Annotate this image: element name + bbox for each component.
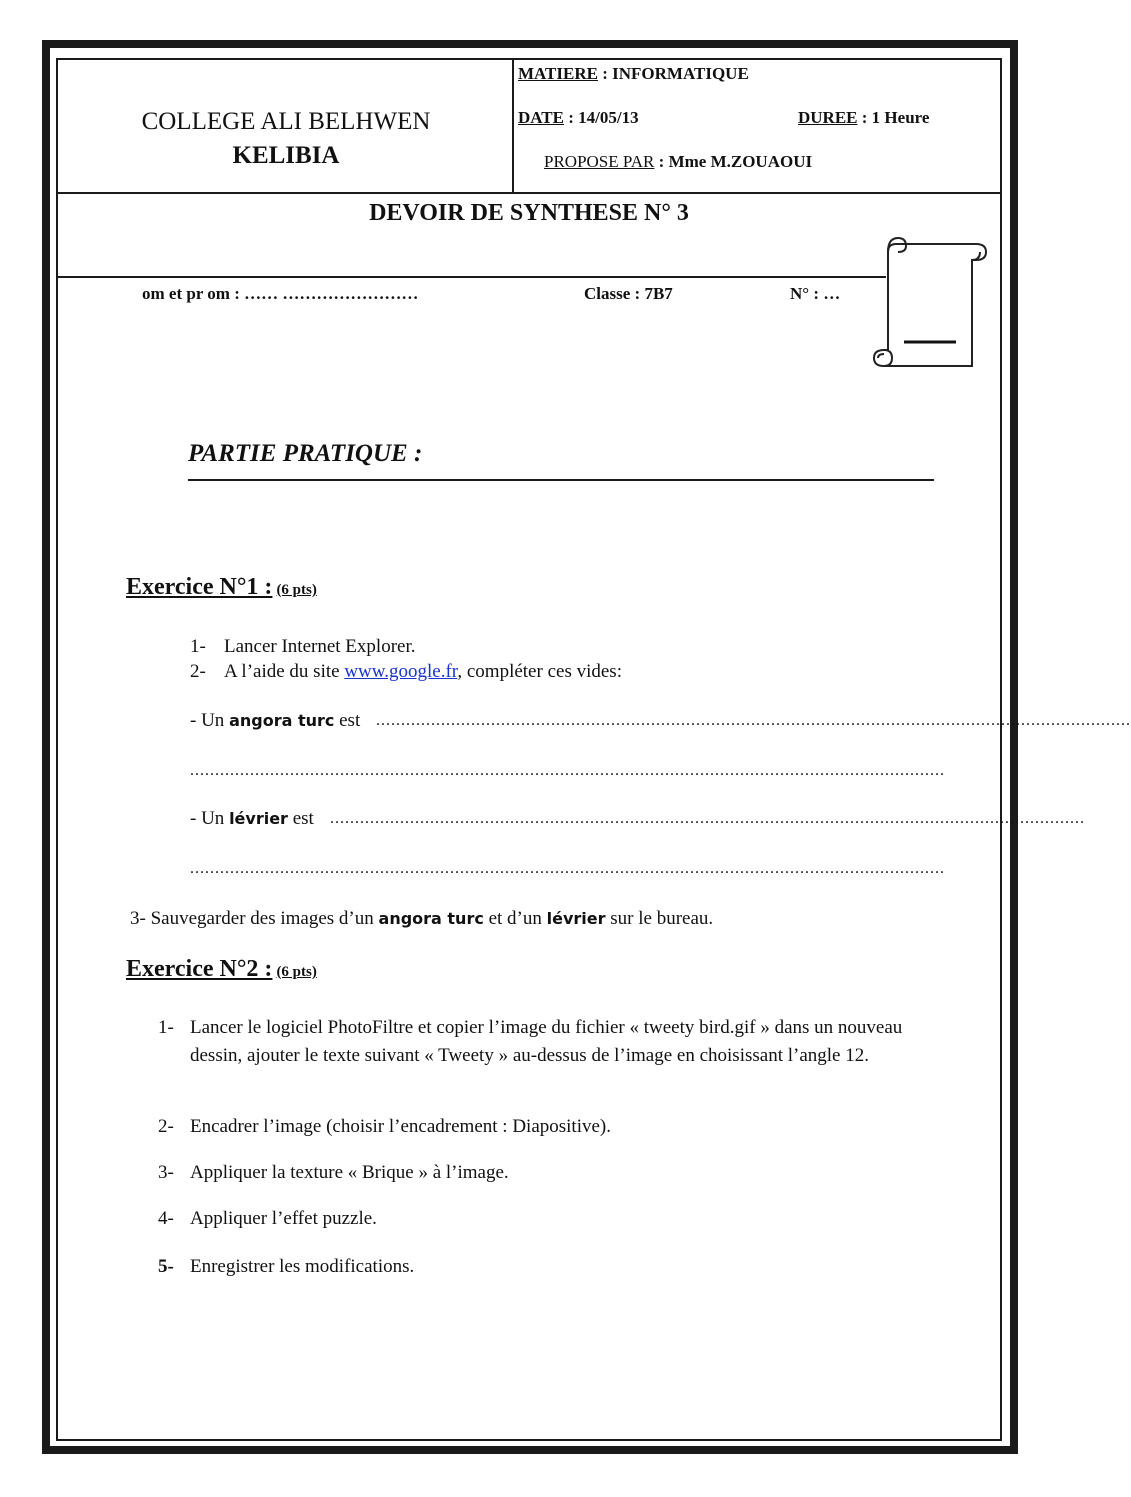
- exercise-2-points: (6 pts): [276, 964, 317, 980]
- answer-line-2b[interactable]: .......................................................................................................................................................: [190, 860, 945, 877]
- term-angora: angora turc: [229, 711, 335, 730]
- exercise-2-step-2: [158, 1116, 611, 1138]
- subject-value: : INFORMATIQUE: [597, 64, 749, 83]
- exercise-2-step-5: [158, 1256, 414, 1278]
- step-number: 2-: [190, 661, 206, 682]
- question-prefix: - Un: [190, 808, 230, 829]
- section-underline: [188, 479, 934, 481]
- exercise-1-heading: [126, 574, 317, 601]
- question-suffix: est: [334, 710, 361, 731]
- section-title: PARTIE PRATIQUE :: [188, 440, 423, 467]
- step-text: Encadrer l’image (choisir l’encadrement : Diapositive).: [190, 1116, 611, 1137]
- date-line: [518, 108, 639, 128]
- exam-title: DEVOIR DE SYNTHESE N° 3: [369, 200, 689, 226]
- step-number: 5-: [158, 1256, 174, 1277]
- term-levrier: lévrier: [546, 909, 606, 928]
- number-field: N° : …: [790, 284, 841, 303]
- exercise-1-points: (6 pts): [276, 582, 317, 598]
- exercise-2-title: Exercice N°2 :: [126, 956, 273, 982]
- exercise-1-step-3: [130, 908, 713, 930]
- school-city: KELIBIA: [232, 142, 340, 169]
- header-column-divider: [512, 58, 514, 194]
- step-text: Enregistrer les modifications.: [190, 1256, 415, 1277]
- author-line: [544, 152, 812, 172]
- step-text-before: A l’aide du site: [224, 661, 345, 682]
- step-number: 1-: [190, 636, 206, 657]
- page-border-inner: [56, 58, 1131, 1441]
- exercise-2-heading: [126, 956, 317, 983]
- exercise-2-step-1: [158, 1014, 928, 1070]
- step-text-after: , compléter ces vides:: [457, 661, 622, 682]
- answer-line-2a[interactable]: .......................................................................................................................................................: [330, 810, 1085, 827]
- exercise-1-step-1: [190, 636, 415, 658]
- subject-label: MATIERE: [518, 64, 598, 83]
- term-angora: angora turc: [378, 909, 484, 928]
- author-value: : Mme M.ZOUAOUI: [654, 152, 813, 171]
- step-text: 3- Sauvegarder des images d’un: [130, 908, 379, 929]
- duration-label: DUREE: [798, 108, 858, 127]
- class-field: Classe : 7B7: [584, 284, 673, 303]
- duration-value: : 1 Heure: [857, 108, 930, 127]
- step-number: 3-: [158, 1162, 174, 1183]
- step-number: 1-: [158, 1017, 174, 1038]
- title-divider: [56, 276, 886, 278]
- exercise-2-step-3: [158, 1162, 509, 1184]
- step-text: Appliquer la texture « Brique » à l’image.: [190, 1162, 509, 1183]
- duration-line: [798, 108, 929, 128]
- question-angora: [190, 710, 360, 732]
- question-levrier: [190, 808, 314, 830]
- step-text: Appliquer l’effet puzzle.: [190, 1208, 377, 1229]
- question-prefix: - Un: [190, 710, 230, 731]
- scroll-icon: [868, 230, 992, 374]
- author-label: PROPOSE PAR: [544, 152, 655, 171]
- question-suffix: est: [287, 808, 314, 829]
- subject-line: [518, 64, 749, 84]
- term-levrier: lévrier: [229, 809, 288, 828]
- step-text: Lancer le logiciel PhotoFiltre et copier l’image du fichier « tweety bird.gif » dans un nouveau dessin, ajouter le texte suivant « Tweety » au-dessus de l’image en choisissant l’angle 12.: [190, 1017, 903, 1066]
- exercise-1-title: Exercice N°1 :: [126, 574, 273, 600]
- step-number: 2-: [158, 1116, 174, 1137]
- exercise-2-step-4: [158, 1208, 377, 1230]
- step-number: 4-: [158, 1208, 174, 1229]
- answer-line-1b[interactable]: .......................................................................................................................................................: [190, 762, 945, 779]
- step-text: et d’un: [483, 908, 547, 929]
- student-name-field: om et pr om : …… ……………………: [142, 284, 419, 303]
- school-name: COLLEGE ALI BELHWEN: [141, 108, 431, 135]
- step-text: Lancer Internet Explorer.: [224, 636, 416, 657]
- date-value: : 14/05/13: [563, 108, 639, 127]
- date-label: DATE: [518, 108, 564, 127]
- step-text: sur le bureau.: [605, 908, 714, 929]
- answer-line-1a[interactable]: .......................................................................................................................................................: [376, 712, 1131, 729]
- exercise-1-step-2: [190, 661, 622, 683]
- google-link[interactable]: www.google.fr: [344, 661, 458, 682]
- header-divider: [56, 192, 1002, 194]
